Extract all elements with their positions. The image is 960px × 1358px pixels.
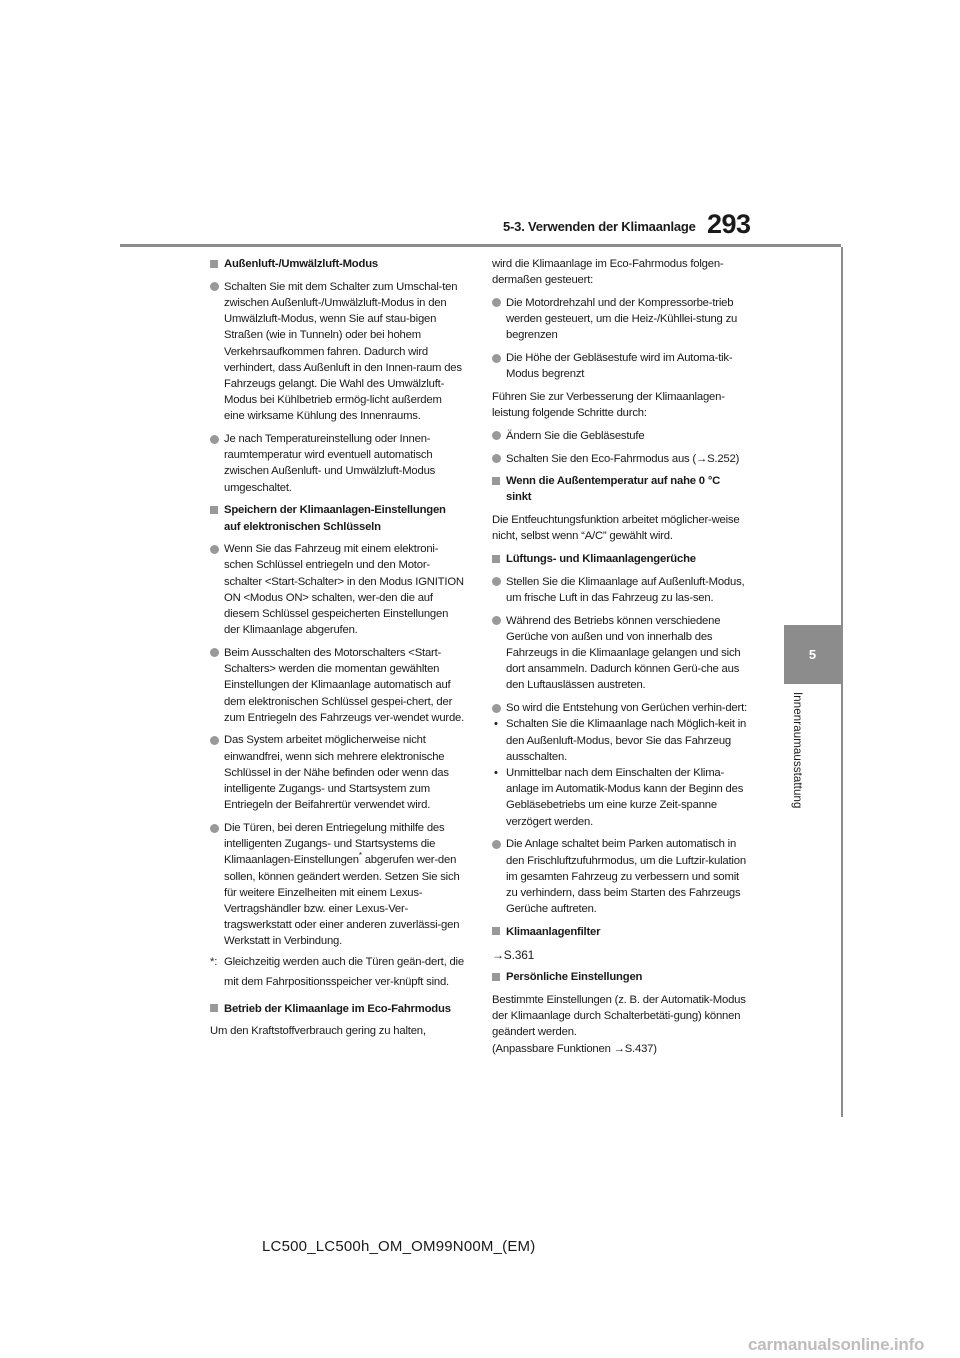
chapter-tab [784, 625, 841, 684]
bullet-item: Das System arbeitet möglicherweise nicht einwandfrei, wenn sich mehrere elektronische Schlüssel in der Nähe befinden oder wenn das intelligente Zugangs- und Startsystem zum Entriegeln der Beifahrertür verwendet wird. [210, 732, 465, 813]
circle-bullet-icon [492, 354, 501, 363]
paragraph: Führen Sie zur Verbesserung der Klimaanlagen-leistung folgende Schritte durch: [492, 390, 725, 420]
circle-bullet-icon [492, 298, 501, 307]
square-bullet-icon [210, 260, 218, 268]
heading-save-settings: Speichern der Klimaanlagen-Einstellungen auf elektronischen Schlüsseln [210, 502, 465, 534]
bullet-item: Ändern Sie die Gebläsestufe [492, 428, 747, 444]
bullet-item: Wenn Sie das Fahrzeug mit einem elektroni-schen Schlüssel entriegeln und den Motor-schalter <Start-Schalter> in den Modus IGNITION ON <Modus ON> schalten, wer-den die auf diesem Schlüssel gespeicherten Einstellungen der Klimaanlage abgerufen. [210, 541, 465, 638]
square-bullet-icon [210, 1004, 218, 1012]
bullet-item: Schalten Sie mit dem Schalter zum Umschal-ten zwischen Außenluft-/Umwälzluft-Modus in den Umwälzluft-Modus, wenn Sie auf stau-bigen Straßen (wie in Tunneln) oder bei hohem Verkehrsaufkommen fahren. Dadurch wird verhindert, dass Außenluft in den Innen-raum des Fahrzeugs gelangt. Die Wahl des Umwälzluft-Modus bei Kühlbetrieb ermög-licht außerdem eine wirksame Kühlung des Innenraums. [210, 279, 465, 425]
circle-bullet-icon [492, 577, 501, 586]
paragraph: wird die Klimaanlage im Eco-Fahrmodus folgen-dermaßen gesteuert: [492, 258, 724, 287]
bullet-item: Beim Ausschalten des Motorschalters <Start-Schalters> werden die momentan gewählten Einstellungen der Klimaanlage automatisch auf dem elektronischen Schlüssel gespei-chert, der zum Entriegeln des Fahrzeugs ver-wendet wurde. [210, 645, 465, 726]
bullet-item: Die Türen, bei deren Entriegelung mithilfe des intelligenten Zugangs- und Startsystems die Klimaanlagen-Einstellungen* abgerufen wer-den sollen, können geändert werden. Setzen Sie sich für weitere Einzelheiten mit einem Lexus-Vertragshändler bzw. einer Lexus-Ver-tragswerkstatt oder einer anderen zuverlässi-gen Werkstatt in Verbindung. [210, 820, 465, 950]
footnote: *: Gleichzeitig werden auch die Türen geän-dert, die mit dem Fahrpositionsspeicher ver-knüpft sind. [210, 955, 464, 988]
heading-eco-mode: Betrieb der Klimaanlage im Eco-Fahrmodus [210, 1001, 465, 1017]
circle-bullet-icon [492, 454, 501, 463]
square-bullet-icon [492, 555, 500, 563]
square-bullet-icon [492, 927, 500, 935]
square-bullet-icon [210, 506, 218, 514]
header-rule [120, 244, 841, 247]
circle-bullet-icon [210, 736, 219, 745]
watermark: carmanualsonline.info [748, 1335, 925, 1354]
page-reference: →S.361 [492, 947, 535, 962]
bullet-item: Schalten Sie den Eco-Fahrmodus aus (→S.252) [492, 451, 747, 467]
bullet-item: Stellen Sie die Klimaanlage auf Außenluft-Modus, um frische Luft in das Fahrzeug zu las-sen. [492, 574, 747, 606]
chapter-number: 5 [808, 647, 817, 662]
bullet-item: So wird die Entstehung von Gerüchen verhin-dert: [492, 700, 747, 716]
sub-item: • Schalten Sie die Klimaanlage nach Möglich-keit in den Außenluft-Modus, bevor Sie das Fahrzeug ausschalten. [494, 718, 747, 763]
chapter-title: Innenraumausstattung [791, 692, 803, 809]
circle-bullet-icon [492, 616, 501, 625]
left-column [210, 256, 465, 1046]
square-bullet-icon [492, 477, 500, 485]
bullet-item: Die Höhe der Gebläsestufe wird im Automa-tik-Modus begrenzt [492, 350, 747, 382]
bullet-item: Die Anlage schaltet beim Parken automatisch in den Frischluftzufuhrmodus, um die Luftzir-kulation im gesamten Fahrzeug zu verbessern und somit zu verhindern, dass beim Starten des Fahrzeugs Gerüche auftreten. [492, 836, 747, 917]
square-bullet-icon [492, 973, 500, 981]
right-column [492, 256, 747, 1057]
heading-odors: Lüftungs- und Klimaanlagengerüche [492, 551, 747, 567]
heading-outside-temperature: Wenn die Außentemperatur auf nahe 0 °C sinkt [492, 473, 747, 505]
circle-bullet-icon [210, 648, 219, 657]
circle-bullet-icon [492, 431, 501, 440]
circle-bullet-icon [210, 545, 219, 554]
circle-bullet-icon [210, 824, 219, 833]
circle-bullet-icon [210, 282, 219, 291]
document-code: LC500_LC500h_OM_OM99N00M_(EM) [262, 1238, 536, 1255]
sub-item: • Unmittelbar nach dem Einschalten der Klima-anlage im Automatik-Modus kann der Beginn des Gebläsebetriebs um eine kurze Zeit-spanne verzögert werden. [494, 766, 744, 828]
paragraph: Die Entfeuchtungsfunktion arbeitet möglicher-weise nicht, selbst wenn “A/C” gewählt wird. [492, 514, 740, 543]
side-rule [841, 247, 843, 1117]
section-title: 5-3. Verwenden der Klimaanlage [503, 219, 696, 234]
bullet-item: Je nach Temperatureinstellung oder Innen-raumtemperatur wird eventuell automatisch zwischen Außenluft- und Umwälzluft-Modus umgeschaltet. [210, 431, 465, 496]
paragraph: Bestimmte Einstellungen (z. B. der Automatik-Modus der Klimaanlage durch Schalterbetäti-gung) können geändert werden. [492, 993, 746, 1039]
heading-air-filter: Klimaanlagenfilter [492, 924, 747, 940]
paragraph: Um den Kraftstoffverbrauch gering zu halten, [210, 1025, 426, 1038]
footnote-marker: * [358, 851, 362, 861]
page-number: 293 [707, 209, 751, 239]
bullet-item: Die Motordrehzahl und der Kompressorbe-trieb werden gesteuert, um die Heiz-/Kühllei-stung zu begrenzen [492, 295, 747, 344]
circle-bullet-icon [492, 840, 501, 849]
heading-personal-settings: Persönliche Einstellungen [492, 969, 747, 985]
circle-bullet-icon [210, 435, 219, 444]
circle-bullet-icon [492, 704, 501, 713]
bullet-item: Während des Betriebs können verschiedene Gerüche von außen und von innerhalb des Fahrzeugs in die Klimaanlage gelangen und sich dort ansammeln. Dadurch können Gerü-che aus den Luftauslässen austreten. [492, 613, 747, 694]
paragraph: (Anpassbare Funktionen →S.437) [492, 1042, 657, 1055]
heading-outside-air: Außenluft-/Umwälzluft-Modus [210, 256, 465, 272]
